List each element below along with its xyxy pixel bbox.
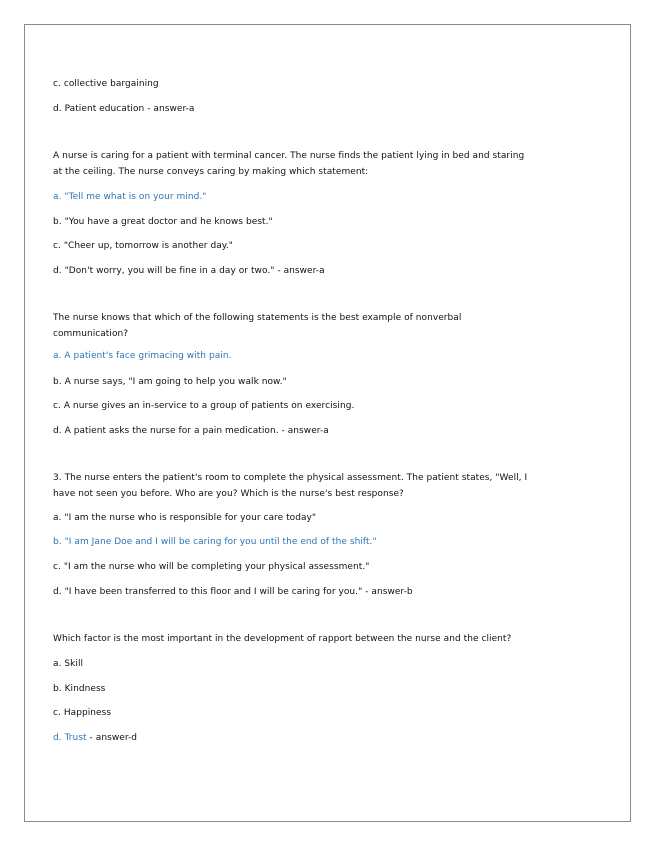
option-a: a. "I am the nurse who is responsible for your care today" xyxy=(53,513,317,523)
option-c: c. "Cheer up, tomorrow is another day." xyxy=(53,241,233,251)
document-page xyxy=(24,24,631,822)
option-b: b. Kindness xyxy=(53,684,106,694)
option-c: c. A nurse gives an in-service to a group of patients on exercising. xyxy=(53,401,355,411)
question-prompt-line: The nurse knows that which of the following statements is the best example of nonverbal xyxy=(53,313,462,323)
option-d-answer: d. "I have been transferred to this floor and I will be caring for you." - answer-b xyxy=(53,587,413,597)
option-a-correct: a. "Tell me what is on your mind." xyxy=(53,192,207,202)
answer-key: - answer-d xyxy=(86,733,138,743)
option-d-answer: d. A patient asks the nurse for a pain medication. - answer-a xyxy=(53,426,329,436)
option-c: c. Happiness xyxy=(53,708,112,718)
question-prompt-line: A nurse is caring for a patient with terminal cancer. The nurse finds the patient lying in bed and staring xyxy=(53,151,525,161)
option-a-correct: a. A patient's face grimacing with pain. xyxy=(53,351,232,361)
option-b: b. A nurse says, "I am going to help you walk now." xyxy=(53,377,287,387)
option-b-correct: b. "I am Jane Doe and I will be caring for you until the end of the shift." xyxy=(53,537,377,547)
option-d-correct-label: d. Trust xyxy=(53,733,87,743)
option-b: b. "You have a great doctor and he knows best." xyxy=(53,217,273,227)
option-d-answer xyxy=(53,732,137,744)
question-prompt-line: at the ceiling. The nurse conveys caring by making which statement: xyxy=(53,167,369,177)
option-d-answer: d. "Don't worry, you will be fine in a day or two." - answer-a xyxy=(53,266,325,276)
question-prompt-line: have not seen you before. Who are you? Which is the nurse's best response? xyxy=(53,489,404,499)
option-a: a. Skill xyxy=(53,659,84,669)
question-prompt-line: communication? xyxy=(53,329,129,339)
option-d-answer: d. Patient education - answer-a xyxy=(53,104,195,114)
option-c: c. collective bargaining xyxy=(53,79,159,89)
question-prompt-line: 3. The nurse enters the patient's room to complete the physical assessment. The patient states, "Well, I xyxy=(53,473,528,483)
option-c: c. "I am the nurse who will be completing your physical assessment." xyxy=(53,562,370,572)
question-prompt-line: Which factor is the most important in the development of rapport between the nurse and the client? xyxy=(53,634,512,644)
